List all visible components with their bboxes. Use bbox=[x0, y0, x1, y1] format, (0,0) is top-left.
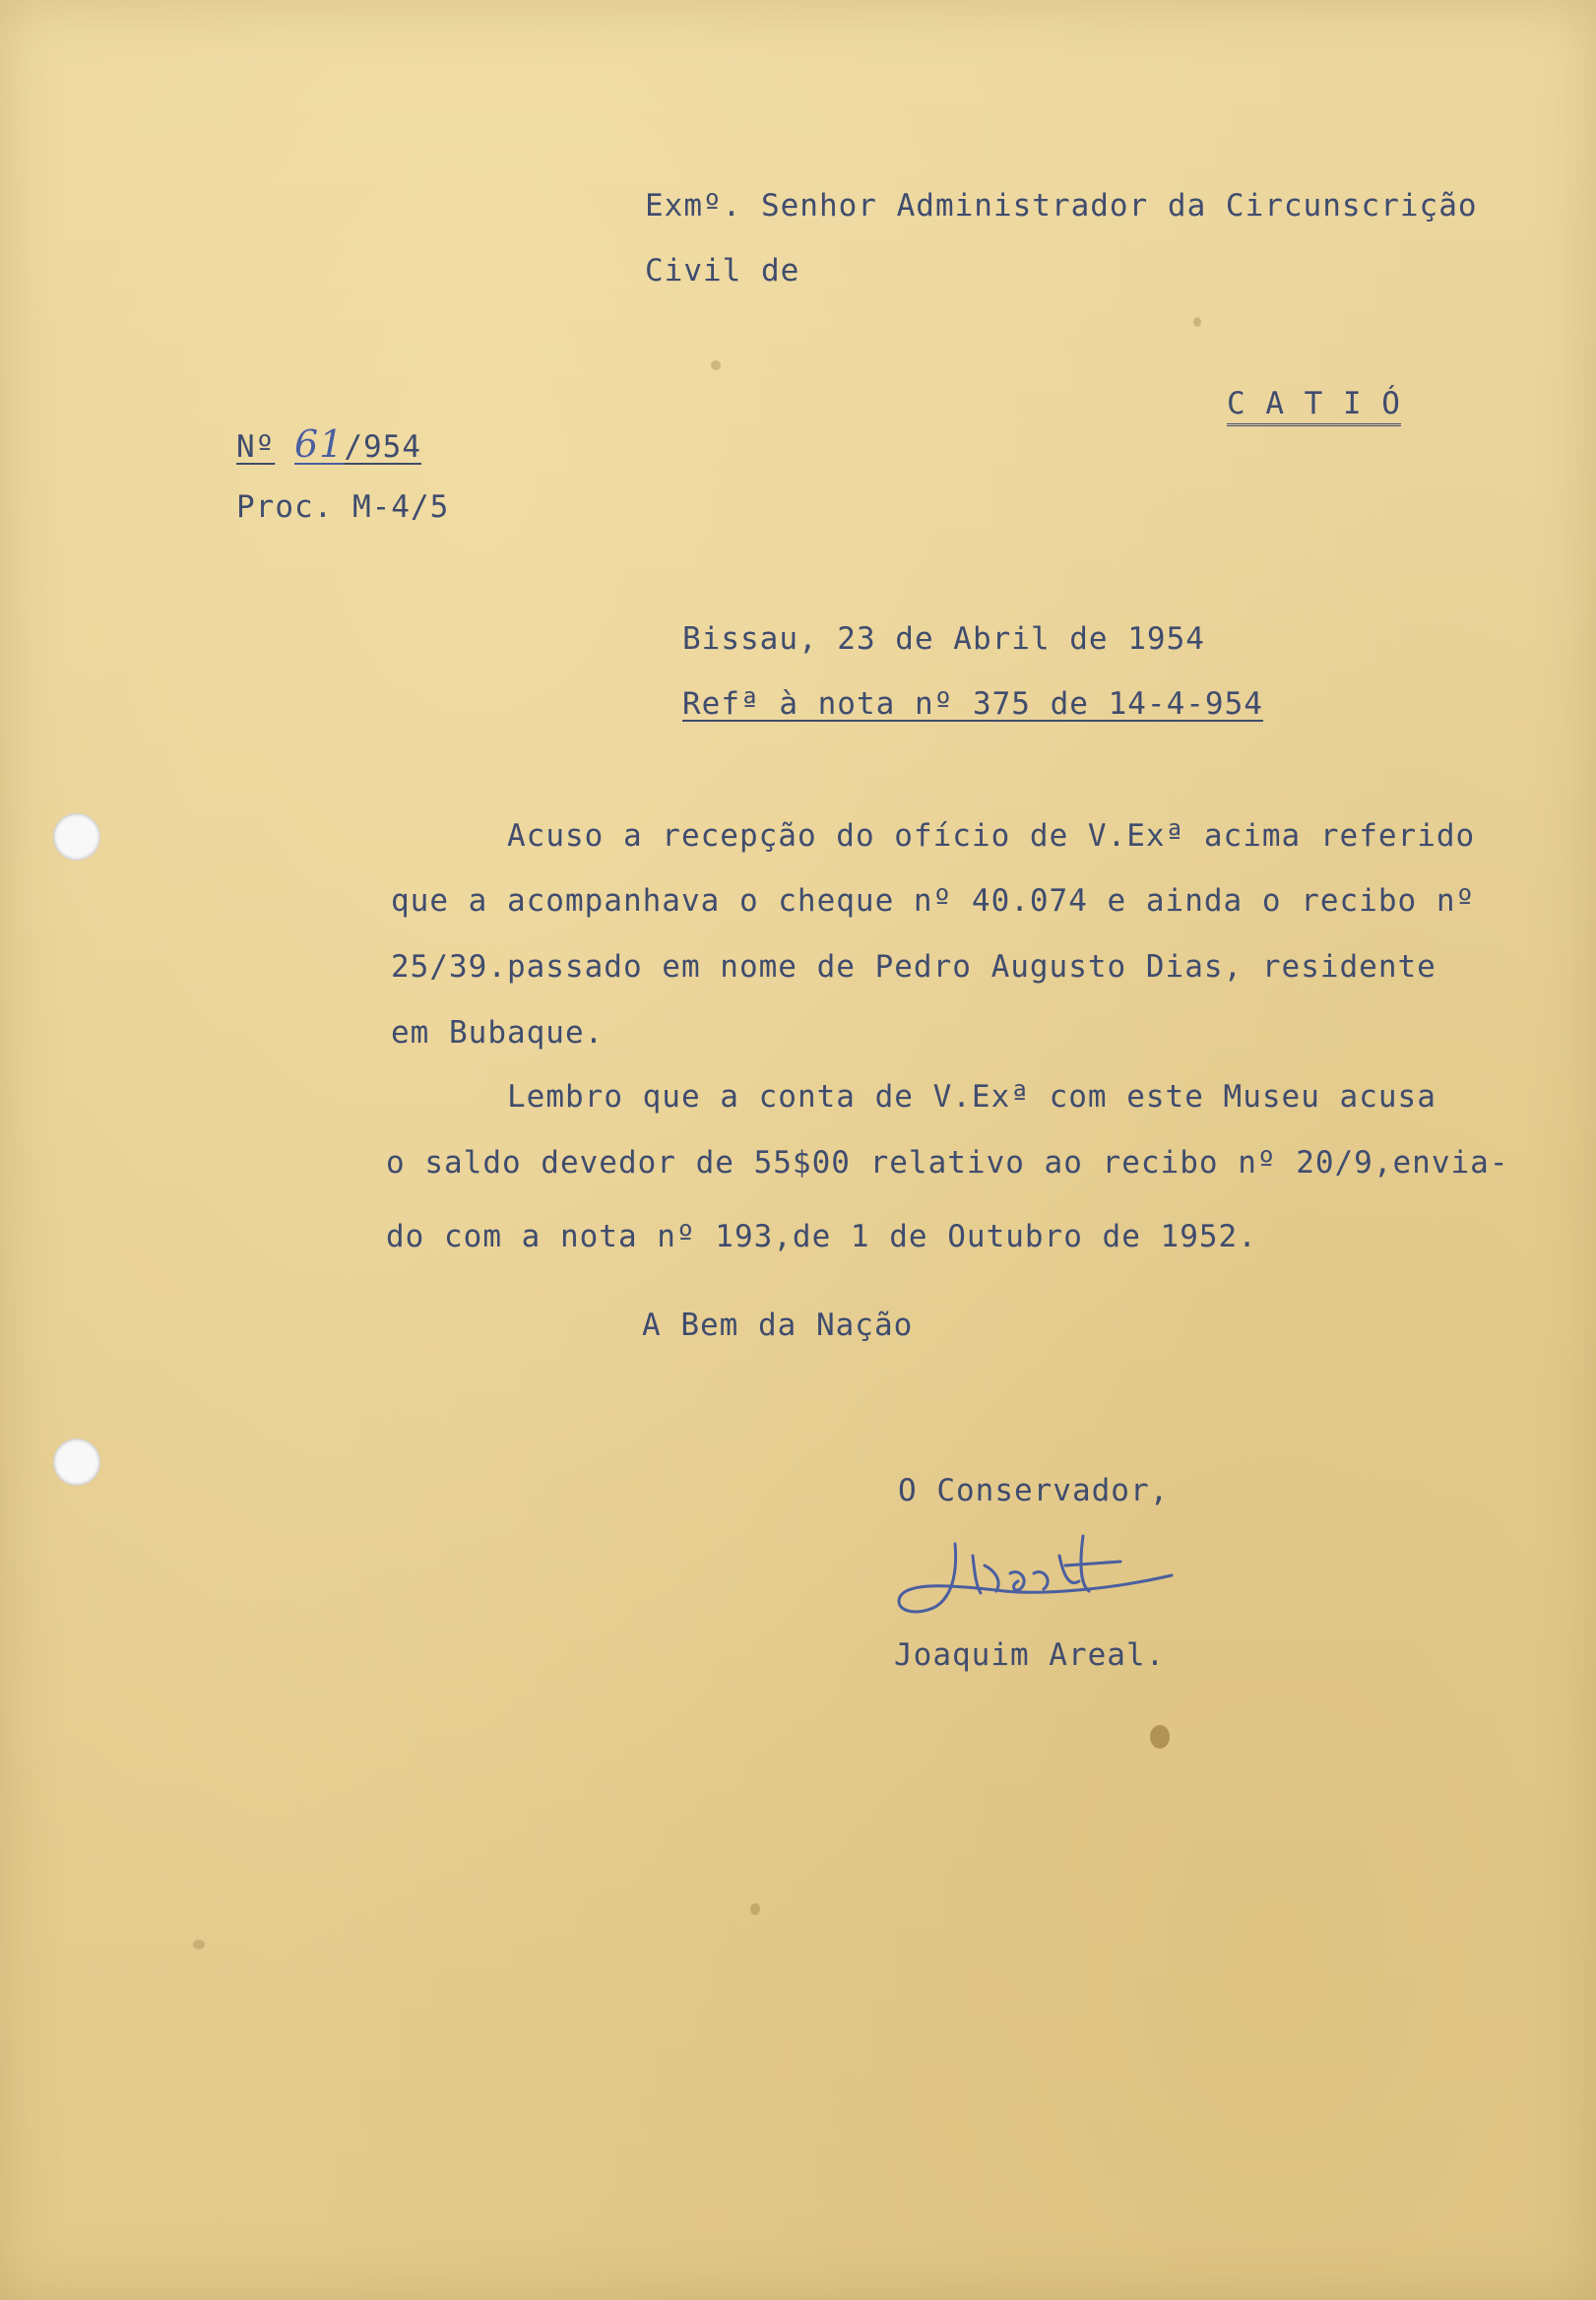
addressee-place: C A T I Ó bbox=[1227, 389, 1401, 426]
closing-salutation: A Bem da Nação bbox=[642, 1308, 914, 1343]
punch-hole-bottom bbox=[53, 1438, 100, 1486]
body-p2-line-1: Lembro que a conta de V.Exª com este Museu acusa bbox=[507, 1079, 1436, 1115]
reference-number-suffix: /954 bbox=[344, 429, 422, 465]
addressee-line-1: Exmº. Senhor Administrador da Circunscrição bbox=[645, 188, 1478, 224]
body-p1-line-2: que a acompanhava o cheque nº 40.074 e ainda o recibo nº bbox=[391, 883, 1476, 919]
process-reference: Proc. M-4/5 bbox=[236, 489, 450, 525]
body-p1-line-4: em Bubaque. bbox=[391, 1015, 605, 1051]
reference-number-prefix: Nº bbox=[236, 429, 276, 465]
body-p2-line-2: o saldo devedor de 55$00 relativo ao recibo nº 20/9,envia- bbox=[386, 1145, 1509, 1181]
stain-mark bbox=[193, 1940, 205, 1949]
signatory-title: O Conservador, bbox=[898, 1473, 1170, 1508]
reference-number bbox=[236, 422, 422, 466]
body-p1-line-1: Acuso a recepção do ofício de V.Exª acima referido bbox=[507, 818, 1476, 854]
punch-hole-top bbox=[53, 813, 100, 861]
reference-note: Refª à nota nº 375 de 14-4-954 bbox=[682, 686, 1263, 722]
stain-mark bbox=[1150, 1725, 1170, 1749]
handwritten-signature bbox=[886, 1526, 1201, 1644]
signatory-name: Joaquim Areal. bbox=[894, 1637, 1166, 1673]
body-p2-line-3: do com a nota nº 193,de 1 de Outubro de 1952. bbox=[386, 1219, 1257, 1254]
stain-mark bbox=[1193, 317, 1201, 327]
body-p1-line-3: 25/39.passado em nome de Pedro Augusto Dias, residente bbox=[391, 949, 1436, 985]
place-date: Bissau, 23 de Abril de 1954 bbox=[682, 621, 1205, 657]
addressee-line-2: Civil de bbox=[645, 253, 800, 288]
stain-mark bbox=[750, 1903, 760, 1915]
stain-mark bbox=[711, 360, 721, 370]
reference-number-handwritten: 61 bbox=[294, 422, 345, 466]
